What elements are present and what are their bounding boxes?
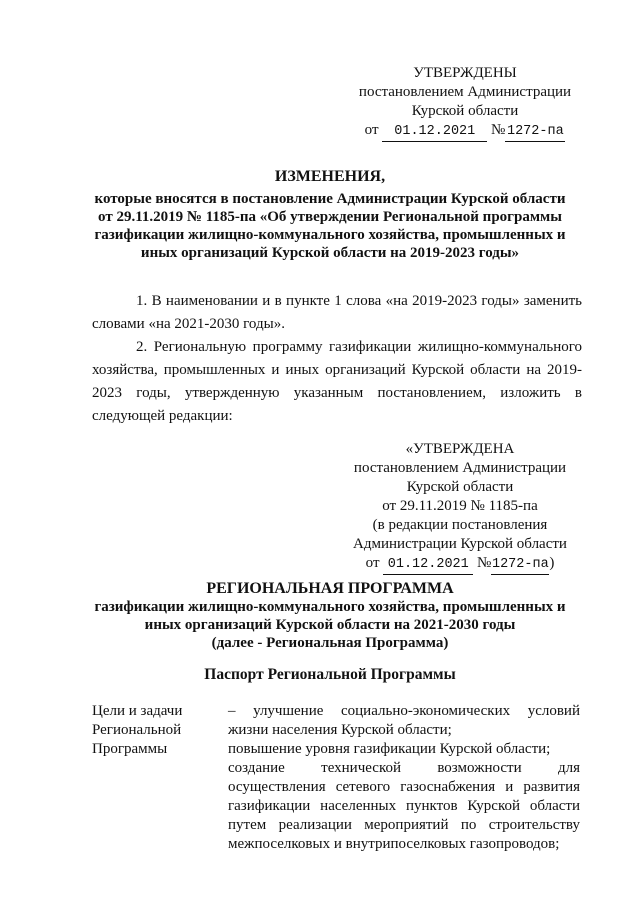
inner-approval-line: постановлением Администрации bbox=[353, 460, 567, 476]
passport-line: создание технической возможности для bbox=[228, 760, 580, 776]
changes-subtitle-line: которые вносятся в постановление Администрации Курской области bbox=[94, 191, 566, 207]
approval-line: постановлением Администрации bbox=[358, 84, 572, 100]
changes-title bbox=[60, 168, 600, 262]
approval-date-line bbox=[340, 121, 590, 142]
from-label: от bbox=[364, 122, 379, 138]
inner-approval-title: «УТВЕРЖДЕНА bbox=[405, 441, 515, 457]
passport-line: межпоселковых и внутрипоселковых газопроводов; bbox=[228, 836, 560, 852]
changes-subtitle-line: от 29.11.2019 № 1185-па «Об утверждении Региональной программы bbox=[98, 209, 562, 225]
passport-label bbox=[92, 702, 222, 759]
approval-block bbox=[340, 64, 590, 142]
passport-line: – улучшение социально-экономических условий bbox=[228, 703, 580, 719]
passport-label-line: Цели и задачи bbox=[92, 703, 183, 719]
from-label: от bbox=[365, 555, 380, 571]
approval-line: Курской области bbox=[411, 103, 519, 119]
paragraph-1 bbox=[92, 290, 582, 336]
passport-content bbox=[228, 702, 580, 854]
passport-line: жизни населения Курской области; bbox=[228, 722, 452, 738]
approval-date: 01.12.2021 bbox=[382, 122, 487, 142]
number-label: № bbox=[477, 555, 492, 571]
program-title bbox=[60, 580, 600, 652]
inner-approval-line: Курской области bbox=[406, 479, 514, 495]
passport-line: путем реализации мероприятий по строительству bbox=[228, 817, 580, 833]
inner-approval-line: (в редакции постановления bbox=[372, 517, 548, 533]
passport-line: повышение уровня газификации Курской области; bbox=[228, 741, 551, 757]
changes-heading: ИЗМЕНЕНИЯ, bbox=[274, 168, 386, 185]
program-heading: РЕГИОНАЛЬНАЯ ПРОГРАММА bbox=[206, 580, 454, 597]
passport-title: Паспорт Региональной Программы bbox=[204, 666, 456, 683]
inner-approval-line: от 29.11.2019 № 1185-па bbox=[382, 498, 538, 514]
changes-subtitle-line: газификации жилищно-коммунального хозяйства, промышленных и bbox=[94, 227, 566, 243]
inner-approval-line: Администрации Курской области bbox=[353, 536, 567, 552]
inner-approval-block bbox=[330, 440, 590, 575]
passport-line: осуществления сетевого газоснабжения и развития bbox=[228, 779, 580, 795]
approval-number: 1272-па bbox=[505, 122, 565, 142]
program-subtitle-line: иных организаций Курской области на 2021-2030 годы bbox=[144, 617, 516, 633]
inner-approval-number: 1272-па bbox=[491, 555, 549, 575]
closing-paren: ) bbox=[549, 555, 555, 571]
number-label: № bbox=[491, 122, 506, 138]
passport-label-line: Программы bbox=[92, 741, 168, 757]
paragraph-2-text: 2. Региональную программу газификации жилищно-коммунального хозяйства, промышленных и иных организаций Курской области на 2019-2023 годы, утвержденную указанным постановлением, изложить в следующей редакции: bbox=[92, 339, 582, 424]
program-subtitle-line: (далее - Региональная Программа) bbox=[211, 635, 449, 651]
approval-title: УТВЕРЖДЕНЫ bbox=[413, 65, 517, 81]
paragraph-2 bbox=[92, 336, 582, 428]
passport-line: газификации населенных пунктов Курской области bbox=[228, 798, 580, 814]
inner-approval-date-line bbox=[330, 554, 590, 575]
passport-label-line: Региональной bbox=[92, 722, 182, 738]
program-subtitle-line: газификации жилищно-коммунального хозяйства, промышленных и bbox=[94, 599, 566, 615]
paragraph-1-text: 1. В наименовании и в пункте 1 слова «на 2019-2023 годы» заменить словами «на 2021-2030 годы». bbox=[92, 293, 582, 332]
changes-subtitle-line: иных организаций Курской области на 2019-2023 годы» bbox=[140, 245, 520, 261]
inner-approval-date: 01.12.2021 bbox=[383, 555, 473, 575]
